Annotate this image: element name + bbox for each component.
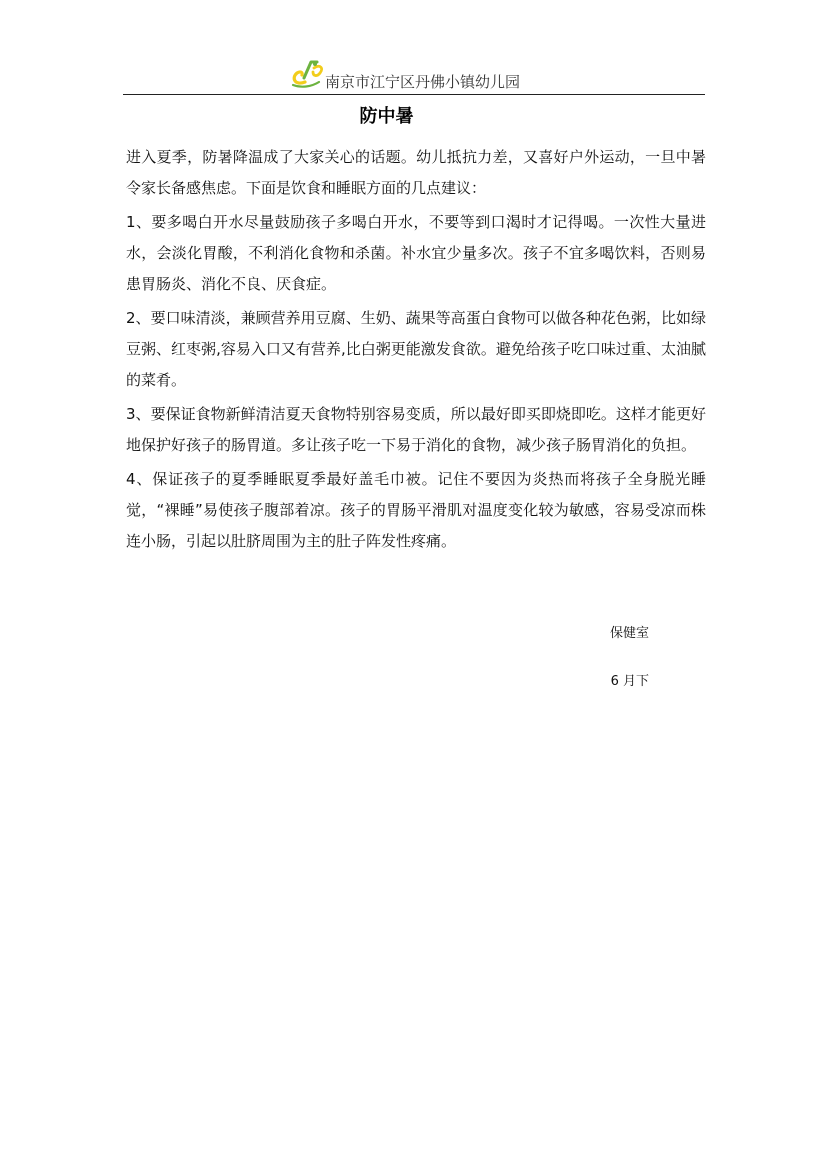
school-name: 南京市江宁区丹佛小镇幼儿园: [325, 73, 521, 91]
intro-paragraph: 进入夏季，防暑降温成了大家关心的话题。幼儿抵抗力差，又喜好户外运动，一旦中暑令家长备感焦虑。下面是饮食和睡眠方面的几点建议：: [126, 148, 706, 197]
tip-paragraph-4: 4、保证孩子的夏季睡眠夏季最好盖毛巾被。记住不要因为炎热而将孩子全身脱光睡觉，“裸睡”易使孩子腹部着凉。孩子的胃肠平滑肌对温度变化较为敏感，容易受凉而株连小肠，引起以肚脐周围为主的肚子阵发性疼痛。: [126, 470, 706, 550]
kindergarten-logo-icon: [287, 58, 327, 90]
page-header: [123, 58, 705, 95]
tip-paragraph-3: 3、要保证食物新鲜清洁夏天食物特别容易变质，所以最好即买即烧即吃。这样才能更好地保护好孩子的肠胃道。多让孩子吃一下易于消化的食物，减少孩子肠胃消化的负担。: [126, 405, 706, 454]
tip-paragraph-2: 2、要口味清淡，兼顾营养用豆腐、生奶、蔬果等高蛋白食物可以做各种花色粥，比如绿豆粥、红枣粥,容易入口又有营养,比白粥更能激发食欲。避免给孩子吃口味过重、太油腻的菜肴。: [126, 309, 706, 389]
tip-paragraph-1: 1、要多喝白开水尽量鼓励孩子多喝白开水，不要等到口渴时才记得喝。一次性大量进水，会淡化胃酸，不利消化食物和杀菌。补水宜少量多次。孩子不宜多喝饮料，否则易患胃肠炎、消化不良、厌食症。: [126, 213, 706, 293]
document-title: 防中暑: [359, 106, 414, 127]
signature-department: 保健室: [609, 626, 649, 641]
document-body: [126, 142, 706, 560]
signature-date: 6 月下: [610, 674, 649, 689]
